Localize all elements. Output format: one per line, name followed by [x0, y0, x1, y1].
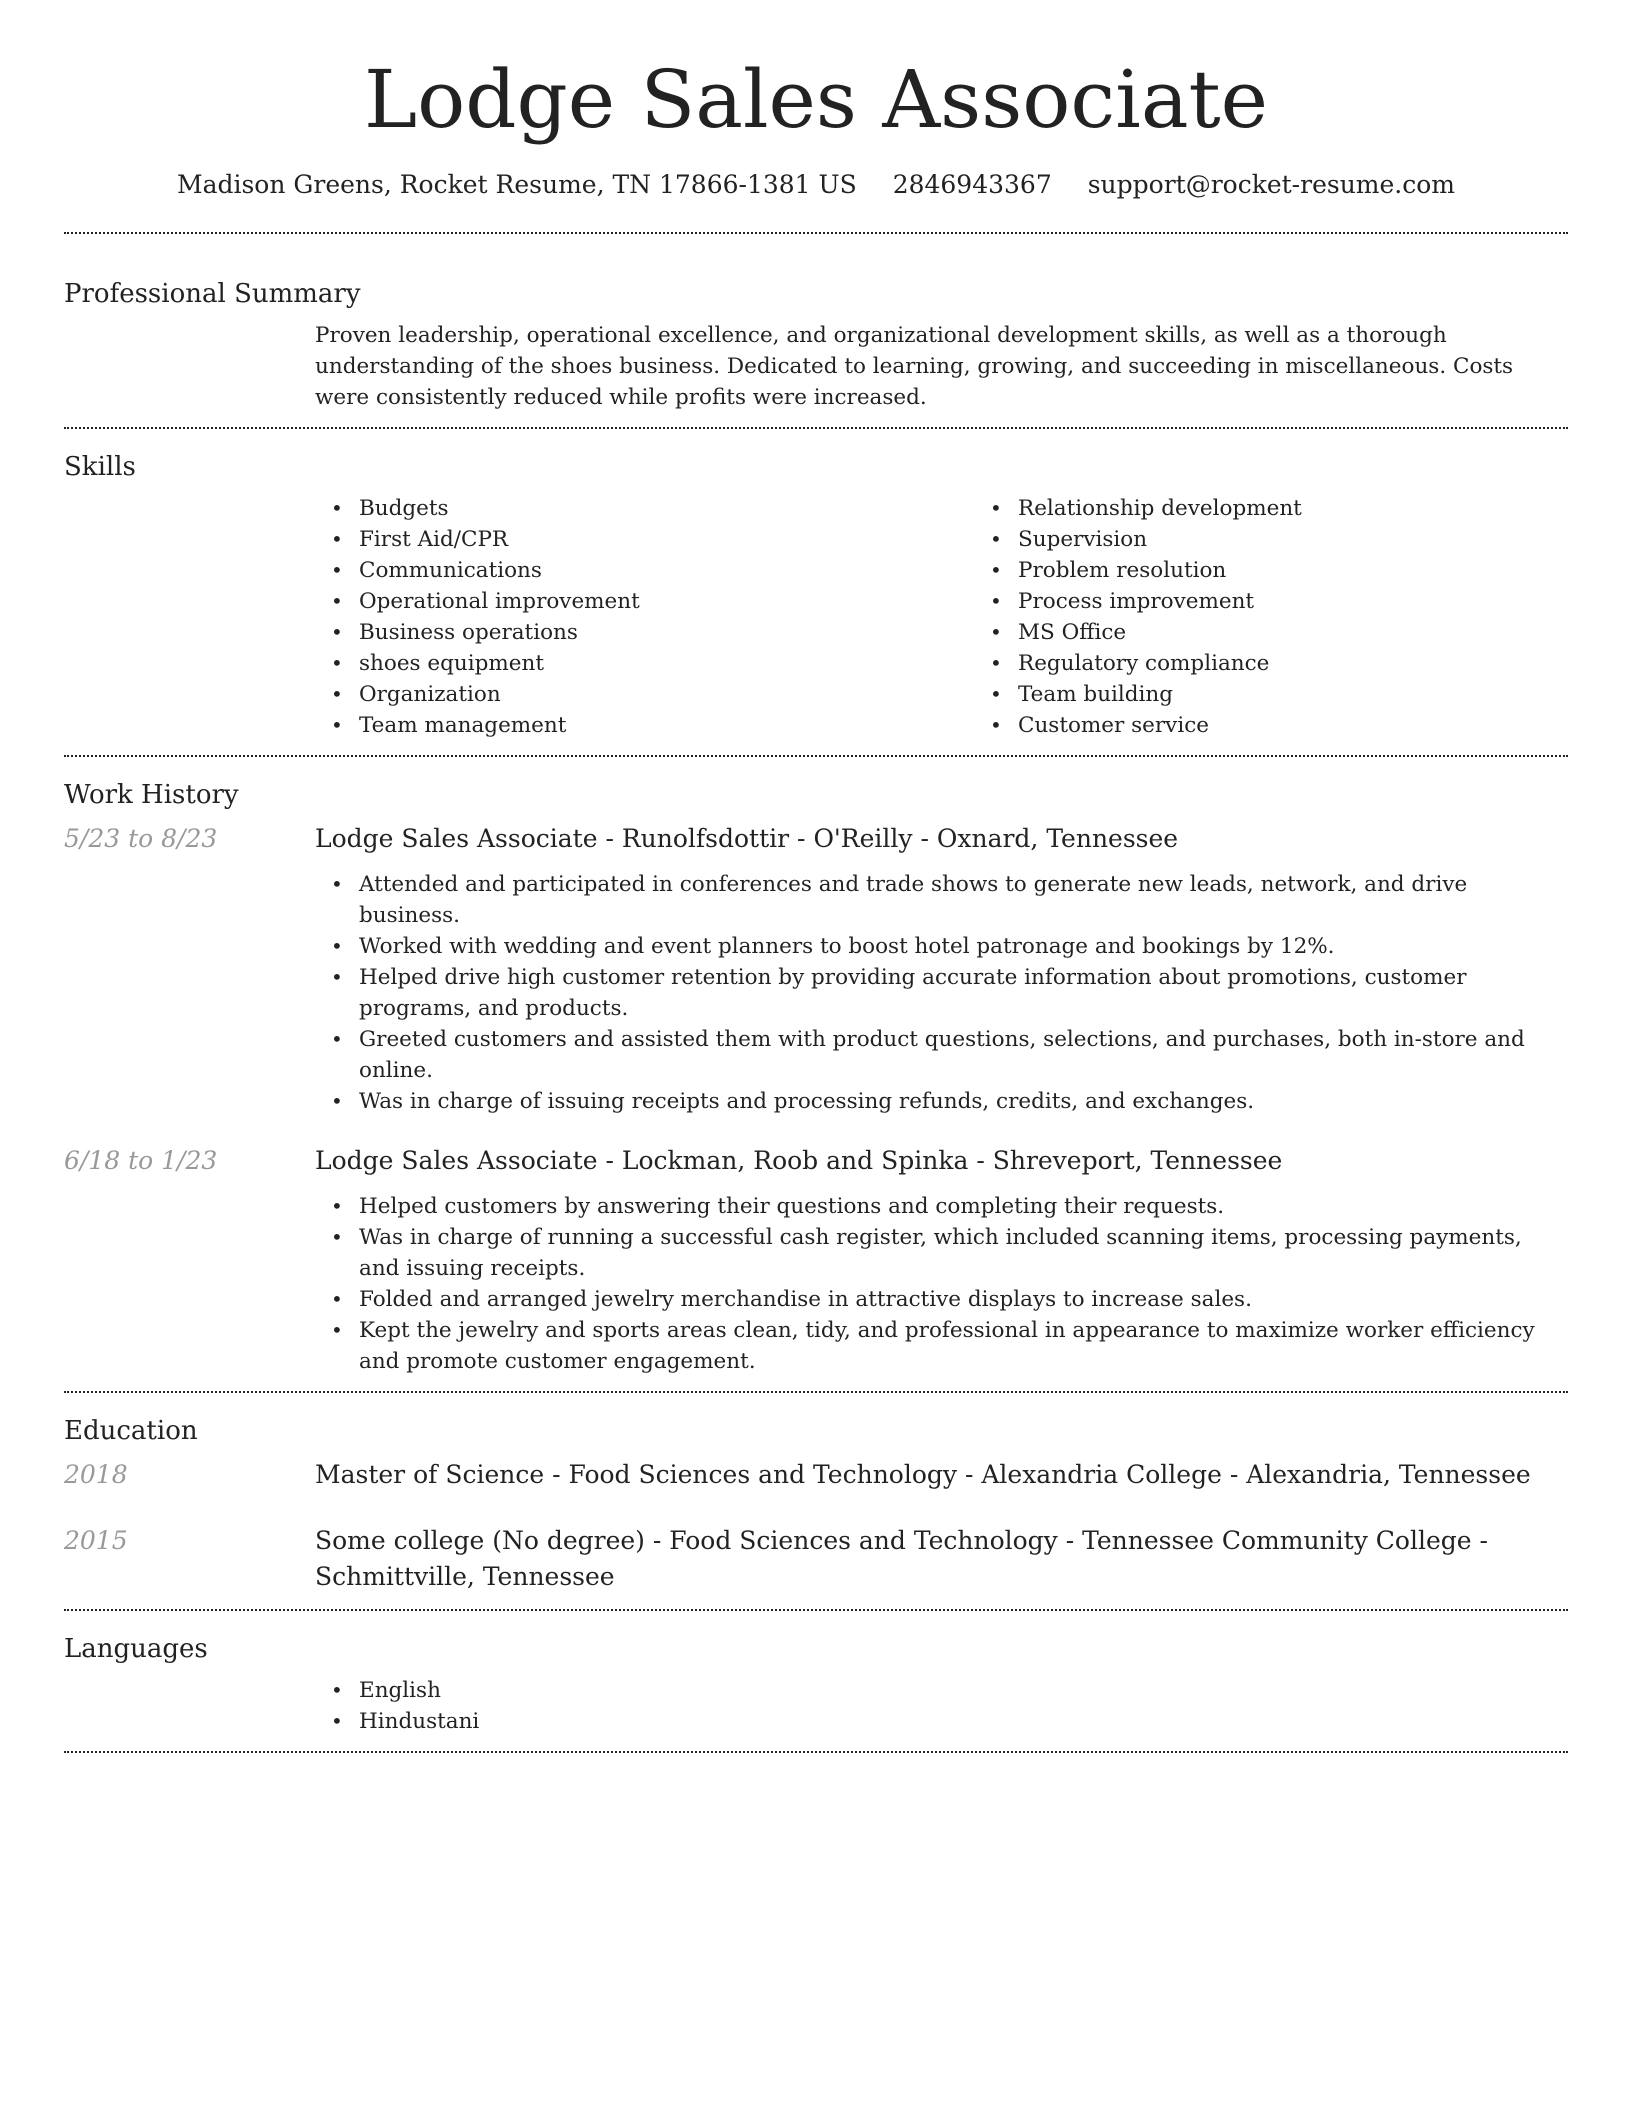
summary-right-column — [315, 320, 1568, 413]
job-entry — [64, 821, 1568, 1117]
section-title-languages: Languages — [64, 1634, 208, 1664]
languages-row — [64, 1675, 1568, 1737]
job-bullet: • Helped drive high customer retention by providing accurate information about promotions, customer programs, and products. — [359, 962, 1568, 1024]
summary-row — [64, 320, 1568, 413]
summary-section — [64, 234, 1568, 427]
job-bullet: • Attended and participated in conferences and trade shows to generate new leads, network, and drive business. — [359, 869, 1568, 931]
job-entry — [64, 1143, 1568, 1377]
skills-list-col1 — [315, 493, 974, 741]
job-bullet: • Was in charge of issuing receipts and processing refunds, credits, and exchanges. — [359, 1086, 1568, 1117]
education-year: 2015 — [64, 1526, 128, 1555]
job-bullets — [315, 1191, 1568, 1377]
skill-item: • Regulatory compliance — [1018, 648, 1632, 679]
skills-list-col2 — [974, 493, 1632, 741]
job-bullet: • Folded and arranged jewelry merchandise in attractive displays to increase sales. — [359, 1284, 1568, 1315]
job-details — [315, 1143, 1568, 1377]
skill-item: • Process improvement — [1018, 586, 1632, 617]
work-history-section — [64, 757, 1568, 1391]
contact-phone: 2846943367 — [892, 170, 1052, 199]
job-bullet: • Helped customers by answering their questions and completing their requests. — [359, 1191, 1568, 1222]
language-item: • Hindustani — [359, 1706, 1568, 1737]
skill-item: • shoes equipment — [359, 648, 974, 679]
job-heading: Lodge Sales Associate - Lockman, Roob and Spinka - Shreveport, Tennessee — [315, 1146, 1283, 1175]
job-details — [315, 821, 1568, 1117]
job-dates: 5/23 to 8/23 — [64, 824, 218, 853]
skills-row — [64, 493, 1568, 741]
skill-item: • Budgets — [359, 493, 974, 524]
education-entry — [64, 1523, 1568, 1595]
job-bullet: • Worked with wedding and event planners to boost hotel patronage and bookings by 12%. — [359, 931, 1568, 962]
languages-left-column — [64, 1675, 315, 1737]
skill-item: • Relationship development — [1018, 493, 1632, 524]
education-details — [315, 1523, 1568, 1595]
resume-header — [64, 0, 1568, 202]
skill-item: • Team management — [359, 710, 974, 741]
education-section — [64, 1393, 1568, 1609]
job-bullet: • Greeted customers and assisted them with product questions, selections, and purchases, both in-store and online. — [359, 1024, 1568, 1086]
languages-right-column — [315, 1675, 1568, 1737]
summary-left-column — [64, 320, 315, 413]
education-heading: Some college (No degree) - Food Sciences and Technology - Tennessee Community College - Schmittville, Tennessee — [315, 1526, 1488, 1591]
languages-list — [315, 1675, 1568, 1737]
skill-item: • Supervision — [1018, 524, 1632, 555]
section-title-work-history: Work History — [64, 780, 239, 810]
skill-item: • Operational improvement — [359, 586, 974, 617]
languages-section — [64, 1611, 1568, 1751]
education-entry — [64, 1457, 1568, 1493]
job-bullet: • Was in charge of running a successful cash register, which included scanning items, processing payments, and issuing receipts. — [359, 1222, 1568, 1284]
skill-item: • Customer service — [1018, 710, 1632, 741]
skills-left-column — [64, 493, 315, 741]
contact-email: support@rocket-resume.com — [1087, 170, 1456, 199]
skills-grid — [315, 493, 1632, 741]
job-dates: 6/18 to 1/23 — [64, 1146, 218, 1175]
section-title-skills: Skills — [64, 452, 136, 482]
contact-line — [64, 168, 1568, 202]
skill-item: • First Aid/CPR — [359, 524, 974, 555]
skill-item: • Organization — [359, 679, 974, 710]
section-title-summary: Professional Summary — [64, 279, 361, 309]
job-bullets — [315, 869, 1568, 1117]
skill-item: • Team building — [1018, 679, 1632, 710]
education-details — [315, 1457, 1568, 1493]
education-heading: Master of Science - Food Sciences and Technology - Alexandria College - Alexandria, Tennessee — [315, 1460, 1531, 1489]
divider — [64, 1751, 1568, 1753]
section-title-education: Education — [64, 1416, 198, 1446]
job-heading: Lodge Sales Associate - Runolfsdottir - O'Reilly - Oxnard, Tennessee — [315, 824, 1179, 853]
education-year: 2018 — [64, 1460, 128, 1489]
language-item: • English — [359, 1675, 1568, 1706]
skill-item: • Business operations — [359, 617, 974, 648]
skill-item: • MS Office — [1018, 617, 1632, 648]
skills-section — [64, 429, 1568, 755]
job-bullet: • Kept the jewelry and sports areas clean, tidy, and professional in appearance to maximize worker efficiency and promote customer engagement. — [359, 1315, 1568, 1377]
candidate-name: Lodge Sales Associate — [363, 53, 1269, 146]
contact-address: Madison Greens, Rocket Resume, TN 17866-1381 US — [176, 170, 857, 199]
summary-text: Proven leadership, operational excellence, and organizational development skills, as well as a thorough understanding of the shoes business. Dedicated to learning, growing, and succeeding in miscellaneous. Costs were consistently reduced while profits were increased. — [315, 323, 1514, 410]
skill-item: • Problem resolution — [1018, 555, 1632, 586]
skill-item: • Communications — [359, 555, 974, 586]
